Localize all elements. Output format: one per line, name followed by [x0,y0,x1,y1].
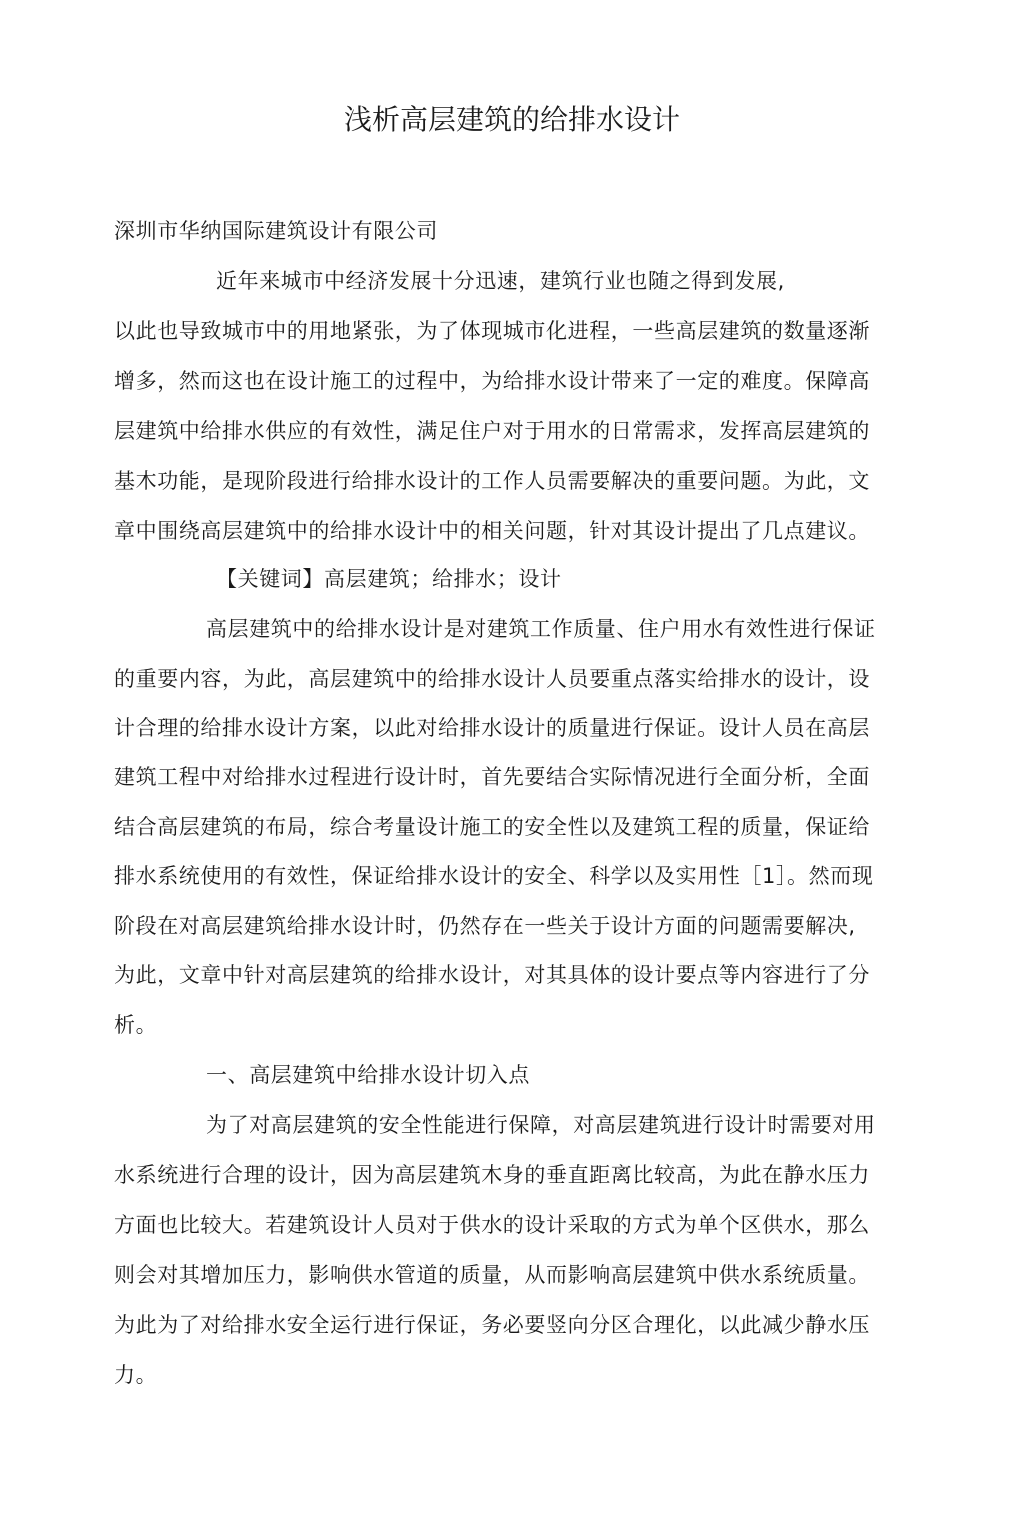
intro-line: 建筑工程中对给排水过程进行设计时，首先要结合实际情况进行全面分析，全面 [114,765,870,789]
section-line: 则会对其增加压力，影响供水管道的质量，从而影响高层建筑中供水系统质量。 [114,1263,870,1287]
intro-line: 的重要内容，为此，高层建筑中的给排水设计人员要重点落实给排水的设计，设 [114,667,870,691]
section-heading: 一、高层建筑中给排水设计切入点 [206,1063,530,1087]
keywords-line: 【关键词】高层建筑；给排水；设计 [216,567,562,591]
document-title: 浅析高层建筑的给排水设计 [343,103,680,136]
abstract-line: 近年来城市中经济发展十分迅速，建筑行业也随之得到发展, [216,269,785,293]
section-line: 水系统进行合理的设计，因为高层建筑木身的垂直距离比较高，为此在静水压力 [114,1163,870,1187]
section-line: 力。 [114,1363,158,1387]
abstract-line: 以此也导致城市中的用地紧张，为了体现城市化进程，一些高层建筑的数量逐渐 [114,319,870,343]
intro-line: 结合高层建筑的布局，综合考量设计施工的安全性以及建筑工程的质量，保证给 [114,815,870,839]
abstract-line: 基木功能，是现阶段进行给排水设计的工作人员需要解决的重要问题。为此，文 [114,469,870,493]
intro-line: 高层建筑中的给排水设计是对建筑工作质量、住户用水有效性进行保证 [206,617,876,641]
abstract-line: 章中围绕高层建筑中的给排水设计中的相关问题，针对其设计提出了几点建议。 [114,519,870,543]
intro-line: 计合理的给排水设计方案，以此对给排水设计的质量进行保证。设计人员在高层 [114,716,870,740]
section-line: 为此为了对给排水安全运行进行保证，务必要竖向分区合理化，以此减少静水压 [114,1313,870,1337]
intro-line: 析。 [114,1013,158,1037]
abstract-line: 层建筑中给排水供应的有效性，满足住户对于用水的日常需求，发挥高层建筑的 [114,419,870,443]
abstract-line: 增多，然而这也在设计施工的过程中，为给排水设计带来了一定的难度。保障高 [114,369,870,393]
intro-line: 阶段在对高层建筑给排水设计时，仍然存在一些关于设计方面的问题需要解决, [114,914,856,938]
author-affiliation: 深圳市华纳国际建筑设计有限公司 [114,219,438,243]
intro-line: 为此，文章中针对高层建筑的给排水设计，对其具体的设计要点等内容进行了分 [114,963,870,987]
section-line: 方面也比较大。若建筑设计人员对于供水的设计采取的方式为单个区供水，那么 [114,1213,870,1237]
intro-line: 排水系统使用的有效性，保证给排水设计的安全、科学以及实用性［1］。然而现 [114,864,874,888]
section-line: 为了对高层建筑的安全性能进行保障，对高层建筑进行设计时需要对用 [206,1113,876,1137]
